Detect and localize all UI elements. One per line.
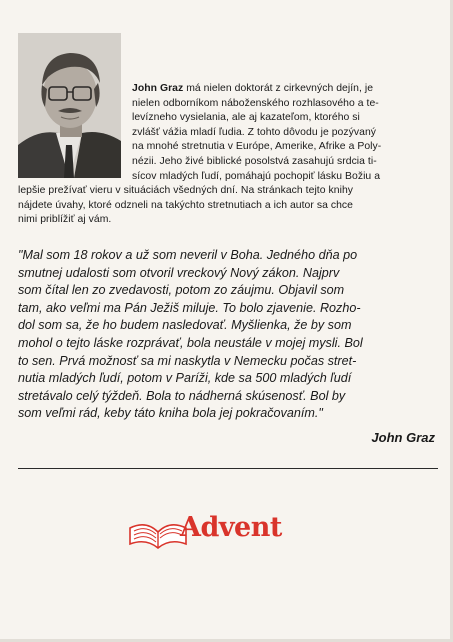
quote-line: to sen. Prvá možnosť sa mi naskytla v Nemecku počas stret- — [18, 353, 357, 368]
quote-line: nutia mladých ľudí, potom v Paríži, kde sa 500 mladých ľudí — [18, 371, 352, 386]
bio-line: lepšie prežívať vieru v situáciách všedných dní. Na stránkach tejto knihy — [18, 185, 354, 197]
bio-line: zvlášť vážia mladí ľudia. Z tohto dôvodu je pozývaný — [132, 126, 377, 138]
bio-line: nielen odborníkom náboženského rozhlasového a te- — [132, 97, 379, 109]
logo-wordmark: Advent — [180, 512, 282, 543]
bio-line: sícov mladých ľudí, pomáhajú pochopiť lásku Božiu a — [132, 170, 381, 182]
bio-line: nézii. Jeho živé biblické posolstvá zasahujú srdcia ti- — [132, 155, 377, 167]
quote-line: mohol o tejto láske rozprávať, bola neustále v mojej mysli. Bol — [18, 335, 363, 350]
open-book-icon — [128, 510, 188, 550]
bio-line: nimi priblížiť aj vám. — [18, 214, 112, 226]
divider-line — [18, 468, 438, 469]
quote-line: som čítal len zo zvedavosti, potom zo záujmu. Objavil som — [18, 283, 345, 298]
author-name: John Graz — [132, 83, 184, 94]
bio-line: levízneho vysielania, ale aj kazateľom, ktorého si — [132, 112, 360, 124]
quote-line: "Mal som 18 rokov a už som neveril v Boha. Jedného dňa po — [18, 248, 358, 262]
quote-line: tam, ako veľmi ma Pán Ježiš miluje. To bolo zjavenie. Rozho- — [18, 300, 361, 315]
quote-line: dol som sa, že ho budem nasledovať. Myšlienka, že by som — [18, 318, 352, 333]
quote-line: stretávalo celý týždeň. Bola to nádherná skúsenosť. Bol by — [18, 388, 346, 403]
bio-line: nájdete úvahy, ktoré odzneli na takýchto stretnutiach a ich autor sa chce — [18, 199, 353, 211]
quote-line: som veľmi rád, keby táto kniha bola jej pokračovaním." — [18, 406, 323, 421]
author-quote — [18, 247, 438, 423]
bio-line: na mnohé stretnutia v Európe, Amerike, Afrike a Poly- — [132, 141, 382, 153]
author-bio — [18, 82, 438, 228]
quote-line: smutnej udalosti som otvoril vreckový Nový zákon. Najprv — [18, 265, 340, 280]
bio-line: John Graz má nielen doktorát z cirkevných dejín, je — [132, 83, 374, 94]
publisher-logo — [128, 510, 338, 552]
quote-signature: John Graz — [371, 430, 435, 445]
